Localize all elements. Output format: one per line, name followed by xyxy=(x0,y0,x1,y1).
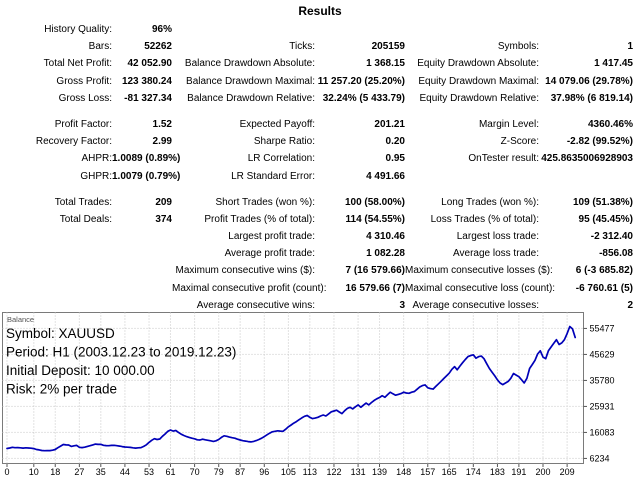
stat-value: 201.21 xyxy=(374,118,405,130)
y-tick-label: 25931 xyxy=(589,401,615,412)
page-title: Results xyxy=(298,4,342,18)
stat-value: -81 327.34 xyxy=(124,92,172,104)
x-tick-label: 139 xyxy=(372,467,388,477)
stats-section xyxy=(0,194,640,314)
stat-label: Profit Trades (% of total): xyxy=(204,213,315,225)
x-tick-label: 200 xyxy=(535,467,551,477)
stat-value: 14 079.06 (29.78%) xyxy=(545,75,633,87)
stat-label: Balance Drawdown Maximal: xyxy=(186,75,315,87)
y-tick-label: 35780 xyxy=(589,375,615,386)
stat-label: Long Trades (won %): xyxy=(441,196,539,208)
chart-annotation: Period: H1 (2003.12.23 to 2019.12.23) xyxy=(6,344,237,360)
stat-value: 4 491.66 xyxy=(366,170,405,182)
x-tick-label: 0 xyxy=(4,467,10,477)
stat-label: Largest profit trade: xyxy=(228,231,315,243)
stat-value xyxy=(112,228,172,245)
stat-value: 6 (-3 685.82) xyxy=(575,265,633,277)
stat-label: AHPR: xyxy=(81,153,112,165)
stat-label: Gross Loss: xyxy=(58,92,112,104)
stat-value: 0.20 xyxy=(385,136,405,148)
stat-label: Loss Trades (% of total): xyxy=(430,213,539,225)
stat-value: 374 xyxy=(155,213,172,225)
x-tick-label: 61 xyxy=(165,467,176,477)
x-tick-label: 174 xyxy=(465,467,481,477)
stat-label xyxy=(0,280,112,297)
x-tick-label: 165 xyxy=(441,467,457,477)
stat-value: 109 (51.38%) xyxy=(572,196,633,208)
stat-value xyxy=(315,21,405,38)
stat-label: Recovery Factor: xyxy=(35,136,112,148)
chart-annotation: Initial Deposit: 10 000.00 xyxy=(6,363,155,378)
stat-label: Maximum consecutive losses ($): xyxy=(405,265,553,277)
stat-value: 3 xyxy=(399,299,405,311)
stat-label xyxy=(0,262,112,279)
stats-section xyxy=(0,21,640,107)
stat-value: 96% xyxy=(151,24,172,35)
stat-label: Average consecutive losses: xyxy=(412,299,539,311)
stat-value: 16 579.66 (7) xyxy=(345,282,405,294)
x-tick-label: 105 xyxy=(280,467,296,477)
stat-value xyxy=(112,245,172,262)
stat-value: 2.99 xyxy=(152,136,172,148)
chart-legend-balance: Balance xyxy=(7,315,35,324)
stat-label: OnTester result: xyxy=(468,153,539,165)
stat-value xyxy=(112,280,172,297)
stat-value: 7 (16 579.66) xyxy=(345,265,405,277)
stat-label xyxy=(405,21,539,38)
stat-label: LR Standard Error: xyxy=(231,170,315,182)
x-tick-label: 70 xyxy=(189,467,200,477)
stat-value: -2 312.40 xyxy=(590,231,633,243)
x-tick-label: 157 xyxy=(420,467,436,477)
x-tick-label: 87 xyxy=(235,467,246,477)
stat-label: History Quality: xyxy=(44,24,112,35)
stat-label: Bars: xyxy=(88,41,112,53)
y-tick-label: 6234 xyxy=(589,453,610,464)
stat-value: 4 310.46 xyxy=(366,231,405,243)
x-tick-label: 183 xyxy=(489,467,505,477)
stat-label: Ticks: xyxy=(289,41,315,53)
chart-annotation: Symbol: XAUUSD xyxy=(6,326,115,341)
stat-label xyxy=(172,21,315,38)
stat-label: Maximum consecutive wins ($): xyxy=(175,265,315,277)
x-tick-label: 35 xyxy=(95,467,106,477)
stat-label: Gross Profit: xyxy=(56,75,112,87)
x-tick-label: 209 xyxy=(559,467,575,477)
stat-label: Profit Factor: xyxy=(54,118,112,130)
stat-label: Symbols: xyxy=(497,41,539,53)
stat-label: Total Trades: xyxy=(54,196,112,208)
x-tick-label: 113 xyxy=(302,467,318,477)
stat-label: Sharpe Ratio: xyxy=(253,136,315,148)
stat-label: GHPR: xyxy=(80,170,112,182)
stats-section xyxy=(0,116,640,185)
stat-label: Balance Drawdown Absolute: xyxy=(184,58,315,70)
balance-chart xyxy=(0,307,640,480)
stat-value: 2 xyxy=(627,299,633,311)
stat-value: 1 417.45 xyxy=(594,58,633,70)
x-tick-label: 18 xyxy=(50,467,61,477)
stat-label: LR Correlation: xyxy=(247,153,315,165)
stat-value: 42 052.90 xyxy=(127,58,172,70)
stat-label: Equity Drawdown Relative: xyxy=(419,92,539,104)
stat-label: Average consecutive wins: xyxy=(196,299,315,311)
y-tick-label: 16083 xyxy=(589,427,615,438)
stat-label: Total Deals: xyxy=(59,213,112,225)
y-tick-label: 55477 xyxy=(589,323,615,334)
stat-label: Equity Drawdown Absolute: xyxy=(417,58,539,70)
x-tick-label: 148 xyxy=(396,467,412,477)
stat-value: 100 (58.00%) xyxy=(344,196,405,208)
stat-value: 52262 xyxy=(144,41,172,53)
stat-value: 95 (45.45%) xyxy=(578,213,633,225)
stat-value: 1 082.28 xyxy=(366,248,405,260)
stat-value xyxy=(539,168,633,185)
chart-annotation: Risk: 2% per trade xyxy=(6,381,118,397)
stat-label: Expected Payoff: xyxy=(239,118,315,130)
stat-label xyxy=(405,168,539,185)
stat-value: 0.95 xyxy=(385,153,405,165)
stat-label: Largest loss trade: xyxy=(456,231,539,243)
stat-label: Average loss trade: xyxy=(453,248,539,260)
x-tick-label: 131 xyxy=(350,467,366,477)
x-tick-label: 10 xyxy=(28,467,39,477)
x-tick-label: 191 xyxy=(511,467,527,477)
stat-label xyxy=(0,228,112,245)
x-tick-label: 53 xyxy=(144,467,155,477)
stat-value xyxy=(539,21,633,38)
stat-label: Average profit trade: xyxy=(224,248,315,260)
stat-value: 1 xyxy=(627,41,633,53)
stat-value: 425.8635006928903 xyxy=(541,153,633,165)
x-tick-label: 27 xyxy=(74,467,85,477)
stat-label: Short Trades (won %): xyxy=(215,196,315,208)
stat-value xyxy=(112,262,172,279)
stat-value: 32.24% (5 433.79) xyxy=(322,92,405,104)
stat-value: -2.82 (99.52%) xyxy=(566,136,633,148)
stat-value: 209 xyxy=(155,196,172,208)
y-tick-label: 45629 xyxy=(589,349,615,360)
stat-value: 205159 xyxy=(371,41,405,53)
stat-value: -856.08 xyxy=(599,248,633,260)
stat-label: Z-Score: xyxy=(500,136,539,148)
stat-value: 1 368.15 xyxy=(366,58,405,70)
stat-value: 11 257.20 (25.20%) xyxy=(317,75,405,87)
stat-value: 114 (54.55%) xyxy=(345,213,405,225)
stat-value: 123 380.24 xyxy=(121,75,172,87)
stat-value: 37.98% (6 819.14) xyxy=(550,92,633,104)
stat-label: Maximal consecutive loss (count): xyxy=(405,282,556,294)
stat-label: Equity Drawdown Maximal: xyxy=(418,75,539,87)
x-tick-label: 79 xyxy=(213,467,224,477)
x-tick-label: 96 xyxy=(259,467,270,477)
stat-value: 1.0089 (0.89%) xyxy=(112,153,181,165)
stat-value: 1.52 xyxy=(152,118,172,130)
stat-label: Balance Drawdown Relative: xyxy=(187,92,315,104)
stat-label xyxy=(0,245,112,262)
x-tick-label: 44 xyxy=(119,467,130,477)
stat-label: Margin Level: xyxy=(478,118,539,130)
x-tick-label: 122 xyxy=(326,467,342,477)
stat-label: Maximal consecutive profit (count): xyxy=(172,282,327,294)
stat-value: 1.0079 (0.79%) xyxy=(112,170,181,182)
stat-value: -6 760.61 (5) xyxy=(575,282,633,294)
stat-label: Total Net Profit: xyxy=(43,58,112,70)
stat-value: 4360.46% xyxy=(587,118,633,130)
results-table xyxy=(0,21,640,314)
